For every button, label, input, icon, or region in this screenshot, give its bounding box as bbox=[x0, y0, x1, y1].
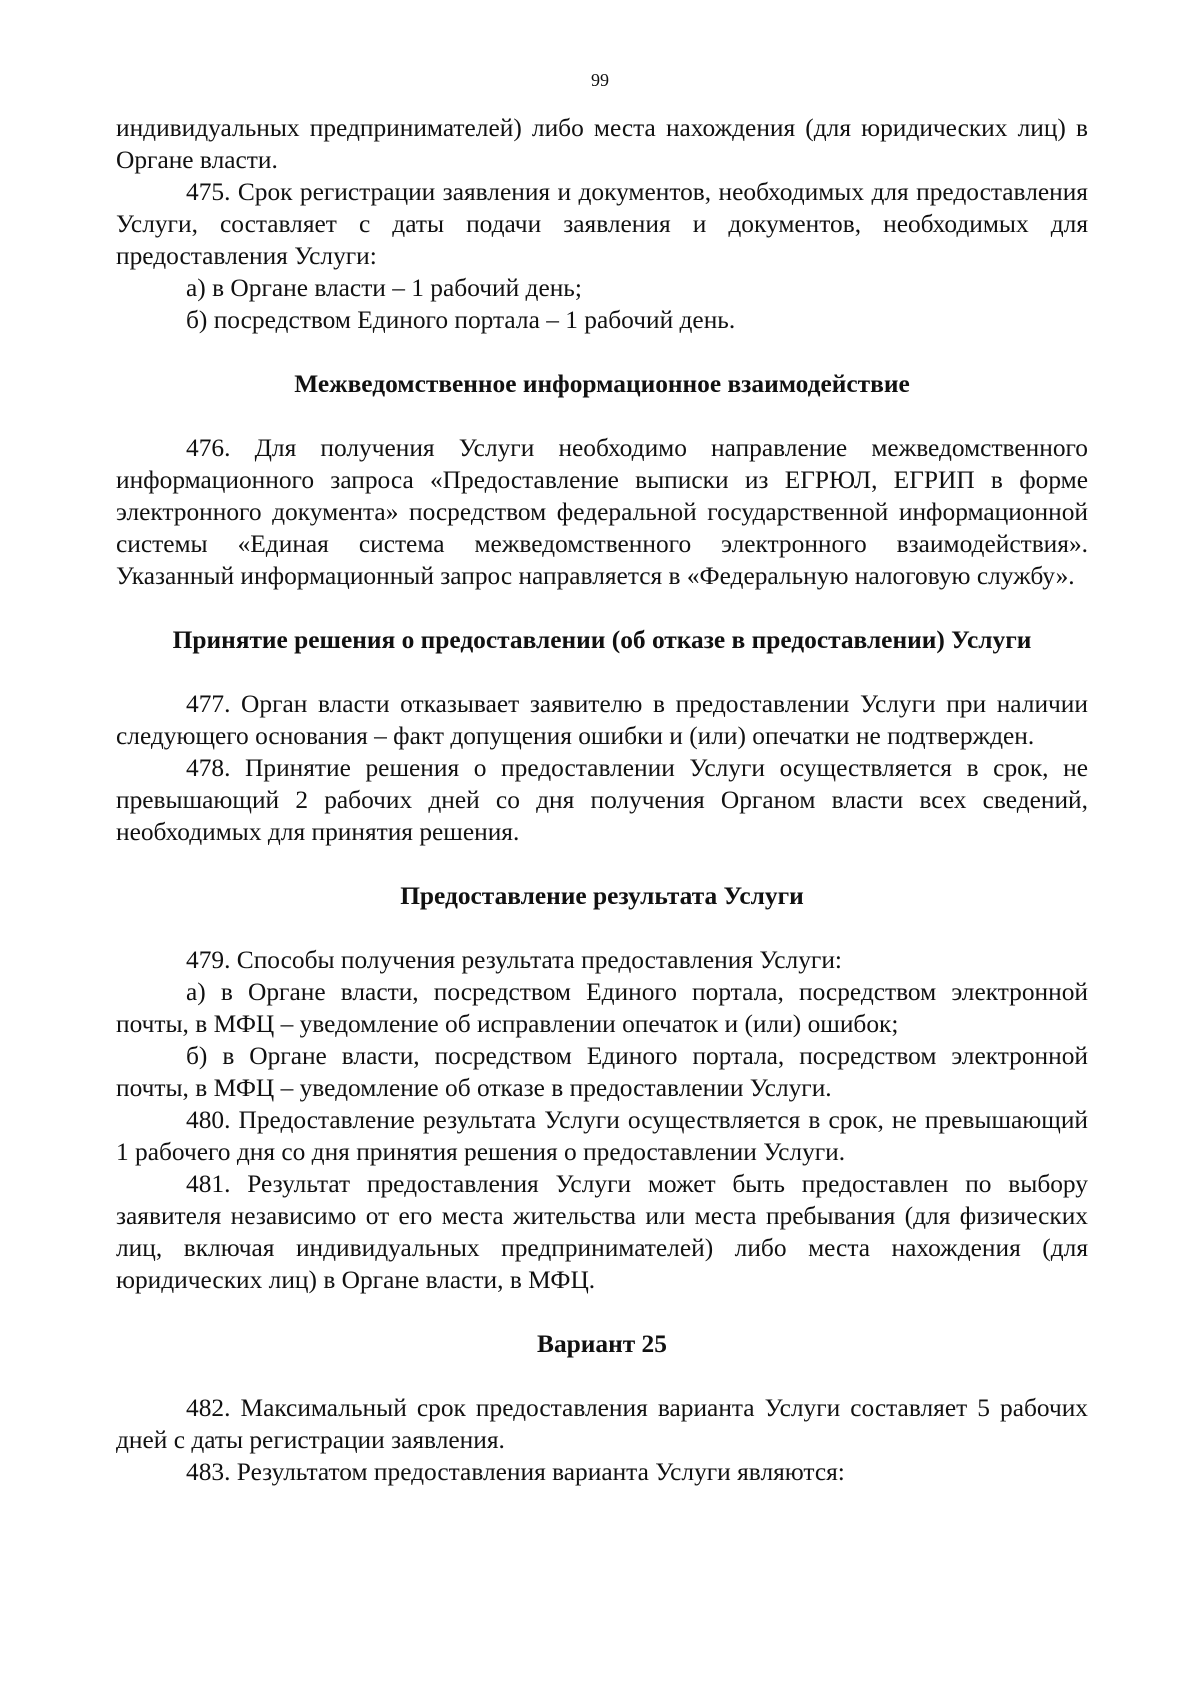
paragraph-479-a: а) в Органе власти, посредством Единого портала, посредством электронной почты, в МФЦ – уведомление об исправлении опечаток и (или) ошибок; bbox=[116, 978, 1088, 1038]
section-heading-result: Предоставление результата Услуги bbox=[400, 882, 804, 910]
paragraph-475: 475. Срок регистрации заявления и документов, необходимых для предоставления Услуги, составляет с даты подачи заявления и документов, необходимых для предоставления Услуги: bbox=[116, 178, 1088, 270]
paragraph-475-a: а) в Органе власти – 1 рабочий день; bbox=[186, 274, 582, 302]
paragraph-479: 479. Способы получения результата предоставления Услуги: bbox=[186, 946, 842, 974]
paragraph-continuation: индивидуальных предпринимателей) либо места нахождения (для юридических лиц) в Органе власти. bbox=[116, 114, 1088, 174]
paragraph-477: 477. Орган власти отказывает заявителю в предоставлении Услуги при наличии следующего основания – факт допущения ошибки и (или) опечатки не подтвержден. bbox=[116, 690, 1088, 750]
paragraph-481: 481. Результат предоставления Услуги может быть предоставлен по выбору заявителя независимо от его места жительства или места пребывания (для физических лиц, включая индивидуальных предпринимателей) либо места нахождения (для юридических лиц) в Органе власти, в МФЦ. bbox=[116, 1170, 1088, 1294]
paragraph-479-b: б) в Органе власти, посредством Единого портала, посредством электронной почты, в МФЦ – уведомление об отказе в предоставлении Услуги. bbox=[116, 1042, 1088, 1102]
section-heading-variant-25: Вариант 25 bbox=[537, 1330, 667, 1358]
paragraph-480: 480. Предоставление результата Услуги осуществляется в срок, не превышающий 1 рабочего дня со дня принятия решения о предоставлении Услуги. bbox=[116, 1106, 1088, 1166]
paragraph-478: 478. Принятие решения о предоставлении Услуги осуществляется в срок, не превышающий 2 рабочих дней со дня получения Органом власти всех сведений, необходимых для принятия решения. bbox=[116, 754, 1088, 846]
paragraph-475-b: б) посредством Единого портала – 1 рабочий день. bbox=[186, 306, 736, 334]
section-heading-interagency: Межведомственное информационное взаимодействие bbox=[294, 370, 910, 398]
page-number: 99 bbox=[591, 70, 609, 90]
document-body bbox=[116, 112, 1088, 1488]
paragraph-476: 476. Для получения Услуги необходимо направление межведомственного информационного запроса «Предоставление выписки из ЕГРЮЛ, ЕГРИП в форме электронного документа» посредством федеральной государственной информационной системы «Единая система межведомственного электронного взаимодействия». Указанный информационный запрос направляется в «Федеральную налоговую службу». bbox=[116, 434, 1088, 590]
section-heading-decision: Принятие решения о предоставлении (об отказе в предоставлении) Услуги bbox=[172, 626, 1032, 654]
paragraph-482: 482. Максимальный срок предоставления варианта Услуги составляет 5 рабочих дней с даты регистрации заявления. bbox=[116, 1394, 1088, 1454]
paragraph-483: 483. Результатом предоставления варианта Услуги являются: bbox=[186, 1458, 845, 1486]
